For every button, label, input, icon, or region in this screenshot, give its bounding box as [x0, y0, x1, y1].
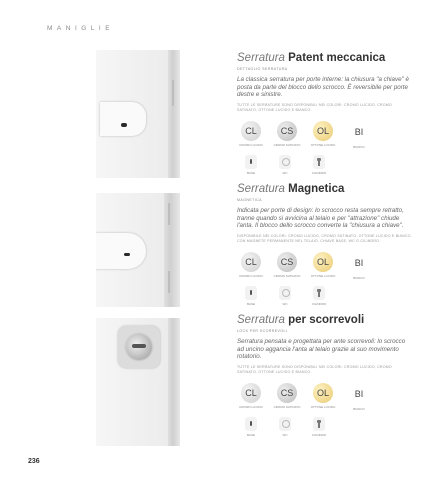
section-title: Serratura Magnetica [237, 183, 345, 195]
section-title: Serratura Patent meccanica [237, 52, 386, 64]
variant-base: BASE [239, 286, 263, 306]
finish-cl: CL CROMO LUCIDO [237, 121, 265, 149]
section-subtitle: LOCK PER SCORREVOLI [237, 329, 288, 333]
finish-ol: OL OTTONE LUCIDO [309, 252, 337, 280]
finish-ol: OL OTTONE LUCIDO [309, 121, 337, 149]
wc-knob-icon [279, 155, 291, 169]
finish-bi: BI BIANCO [345, 383, 373, 411]
variant-wc: WC [273, 155, 297, 175]
variant-list [239, 155, 412, 175]
variant-base: BASE [239, 155, 263, 175]
finish-cs: CS CROMO SATINATO [273, 252, 301, 280]
finish-cs: CS CROMO SATINATO [273, 121, 301, 149]
key-icon [245, 417, 257, 431]
finish-list [237, 383, 412, 411]
product-photo [96, 318, 180, 446]
variant-list [239, 417, 412, 437]
finish-ol: OL OTTONE LUCIDO [309, 383, 337, 411]
lock-section-magnetic [0, 175, 435, 313]
section-subtitle: DETTAGLIO SERRATURA [237, 67, 288, 71]
section-subtitle: MAGNETICA [237, 198, 262, 202]
section-note: TUTTE LE SERRATURE SONO DISPONIBILI NEI COLORI: CROMO LUCIDO, CROMO SATINATO, OTTONE LUCIDO E BIANCO. [237, 364, 392, 374]
section-title: Serratura per scorrevoli [237, 314, 365, 326]
key-icon [245, 155, 257, 169]
wc-knob-icon [279, 286, 291, 300]
page-number: 236 [28, 458, 40, 465]
cylinder-icon [313, 286, 325, 300]
finish-cl: CL CROMO LUCIDO [237, 383, 265, 411]
finish-list [237, 121, 412, 149]
section-description: Serratura pensata e progettata per ante scorrevoli: lo scrocco ad uncino aggancia l'anta al telaio grazie al suo movimento rotatorio. [237, 338, 406, 360]
variant-list [239, 286, 412, 306]
lock-section-sliding [0, 308, 435, 448]
variant-wc: WC [273, 417, 297, 437]
variant-cilindro: CILINDRO [307, 286, 331, 306]
variant-cilindro: CILINDRO [307, 155, 331, 175]
section-description: Indicata per porte di design: lo scrocco resta sempre retratto, tranne quando si avvicina al telaio e per "attrazione" chiude l'anta. Il blocco dello scrocco converte la "chiusura a chiave". [237, 207, 404, 229]
cylinder-icon [313, 417, 325, 431]
section-note: TUTTE LE SERRATURE SONO DISPONIBILI NEI COLORI: CROMO LUCIDO, CROMO SATINATO, OTTONE LUCIDO E BIANCO. [237, 102, 392, 112]
cylinder-icon [313, 155, 325, 169]
wc-knob-icon [279, 417, 291, 431]
catalog-section-header: MANIGLIE [47, 25, 115, 32]
variant-base: BASE [239, 417, 263, 437]
product-photo [96, 50, 180, 178]
variant-wc: WC [273, 286, 297, 306]
section-note: DISPONIBILE NEI COLORI: CROMO LUCIDO, CROMO SATINATO, OTTONE LUCIDO E BIANCO. CON MAGNETE PERMANENTE NEL TELAIO. CHIAVE BASE, WC O CILINDRO. [237, 233, 412, 243]
finish-list [237, 252, 412, 280]
finish-cl: CL CROMO LUCIDO [237, 252, 265, 280]
finish-bi: BI BIANCO [345, 121, 373, 149]
product-photo [96, 193, 180, 307]
variant-cilindro: CILINDRO [307, 417, 331, 437]
lock-section-patent [0, 40, 435, 190]
key-icon [245, 286, 257, 300]
finish-cs: CS CROMO SATINATO [273, 383, 301, 411]
finish-bi: BI BIANCO [345, 252, 373, 280]
section-description: La classica serratura per porte interne: la chiusura "a chiave" è posta da parte del blocco dello scrocco. È reversibile per porte destre e sinistre. [237, 76, 409, 98]
